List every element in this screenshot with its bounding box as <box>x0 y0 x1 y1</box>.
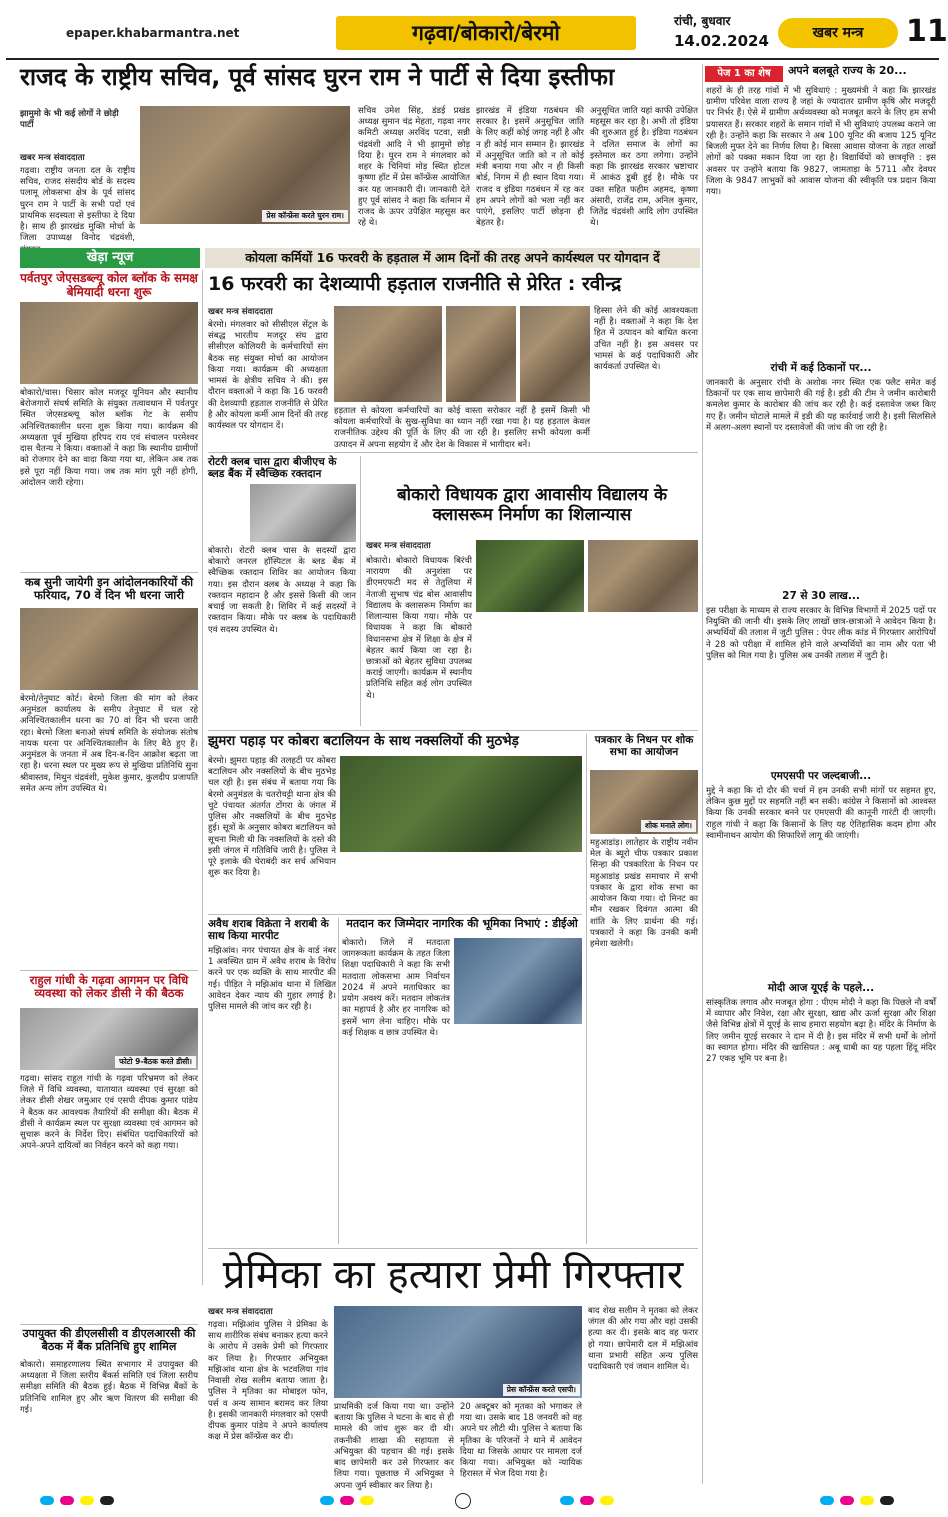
cyan-mark <box>820 1496 834 1505</box>
page-number: 11 <box>906 14 948 49</box>
story1-col3: झारखंड में इंडिया गठबंधन की सरकार है। इसमें अनुसूचित जाति के लिए कहीं कोई जगह नहीं है और न ही कोई मान सम्मान है। झारखंड में अनुसूचित जाति को न तो कोई मंत्री बनाया गया और न ही किसी बोर्ड, निगम में ही स्थान दिया गया। राजद व इंडिया गठबंधन में रह कर हम अपने लोगों को भला नहीं कर पाएंगे, इसलिए पार्टी छोड़ना ही बेहतर है। <box>476 106 584 229</box>
mid-rule-v2 <box>586 734 587 1244</box>
continued-sub2: 27 से 30 लाख... <box>782 590 860 602</box>
continued-headline: अपने बलबूते राज्य के 20... <box>788 64 907 77</box>
story4-byline: खबर मन्त्र संवाददाता <box>208 307 273 317</box>
continued-para3: इस परीक्षा के माध्यम से राज्य सरकार के विभिन्न विभागों में 2025 पदों पर नियुक्ति की जानी थी। इसके लिए लाखों छात्र-छात्राओं ने आवेदन किया है। अभ्यर्थियों की तलाश में जुटी पुलिस : पेपर लीक कांड में गिरफ्तार आरोपियों ने 28 को परीक्षा में शामिल होने वाले अभ्यर्थियों का नाम और पता भी पुलिस को मिल गया है। पुलिस अब उनकी तलाश में जुटी है। <box>706 606 936 661</box>
cyan-mark <box>560 1496 574 1505</box>
khabar-news-tag: खेड़ा न्यूज <box>20 248 200 268</box>
story1-photo <box>140 106 350 224</box>
right-column-divider <box>702 64 703 1484</box>
mid-rule-2 <box>208 730 698 731</box>
story6-text-cont <box>476 616 698 726</box>
story13-col1: गढ़वा। मझिआंव पुलिस ने प्रेमिका के साथ शारीरिक संबंध बनाकर हत्या करने के आरोप में उसके प्रेमी को गिरफ्तार कर लिया है। गिरफ्तार अभियुक्त मझिआंव थाना क्षेत्र के भटवलिया गांव निवासी शेख सलीम बताया जाता है। पुलिस ने मृतिका का मोबाइल फोन, पर्स व अन्य सामान बरामद कर लिया है। इसकी जानकारी मंगलवार को एसपी दीपक कुमार पांडेय ने अपने कार्यालय कक्ष में प्रेस कॉन्फ्रेंस कर दी। <box>208 1320 328 1443</box>
story10-text: बोकारो। जिले में मतदाता जागरूकता कार्यक्रम के तहत जिला शिक्षा पदाधिकारी ने कहा कि सभी मतदाता लोकसभा आम निर्वाचन 2024 में अपने मताधिकार का प्रयोग अवश्य करें। मतदान लोकतंत्र का महापर्व है और हर नागरिक को इसमें भाग लेना चाहिए। मौके पर कई शिक्षक व छात्र उपस्थित थे। <box>342 938 450 1038</box>
yellow-mark <box>80 1496 94 1505</box>
story8-headline: पत्रकार के निधन पर शोक सभा का आयोजन <box>594 734 694 759</box>
story3-text: बेरमो/तेनुघाट कोर्ट। बेरमो जिला की मांग को लेकर अनुमंडल कार्यालय के समीप तेनुघाट में चल रहे अनिश्चितकालीन धरना का 70 वां दिन भी धरना जारी रहा। बेरमो जिला बनाओ संघर्ष समिति के संयोजक संतोष नायक धरना पर अनिश्चितकालीन के लिए बैठे हुए हैं। अनुमंडल के जनता में अब दिन-ब-दिन आक्रोश बढ़ता जा रहा है। धरना स्थल पर मुख्य रूप से मुखिया प्रतिनिधि सुना श्रीवास्तव, मिथुन चंद्रवंशी, मुकेश कुमार, कुलदीप प्रजापति समेत अन्य लोग उपस्थित थे। <box>20 694 198 794</box>
story7-photo <box>340 756 582 852</box>
story9-headline: अवैध शराब विक्रेता ने शराबी के साथ किया मारपीट <box>208 918 329 943</box>
story13-photo-caption: प्रेस कॉन्फ्रेंस करते एसपी। <box>503 1384 580 1396</box>
print-registration-marks <box>0 1492 945 1510</box>
cyan-mark <box>40 1496 54 1505</box>
yellow-mark <box>860 1496 874 1505</box>
black-mark <box>880 1496 894 1505</box>
story5-text-side <box>208 484 248 544</box>
story8-photo-caption: शोक मनाते लोग। <box>641 820 696 832</box>
epaper-url[interactable]: epaper.khabarmantra.net <box>66 26 240 40</box>
story11-photo <box>20 1008 198 1070</box>
registration-crosshair-icon <box>455 1493 471 1509</box>
story1-photo-caption: प्रेस कॉन्फ्रेंस करते घुरन राम। <box>262 210 348 222</box>
story4-byline-box <box>208 306 328 320</box>
mid-rule-v1 <box>360 456 361 726</box>
story2-headline: पर्वतपुर जेएसडब्ल्यू कोल ब्लॉक के समक्ष बेमियादी धरना शुरू <box>20 271 198 299</box>
story6-headline: बोकारो विधायक द्वारा आवासीय विद्यालय के क्लासरूम निर्माण का शिलान्यास <box>396 485 668 525</box>
story13-byline: खबर मन्त्र संवाददाता <box>208 1307 273 1317</box>
story4-photo-1 <box>334 306 442 402</box>
story7-text-cont <box>340 856 582 912</box>
continued-para5: सांस्कृतिक लगाव और मजबूत होगा : पीएम मोदी ने कहा कि पिछले नौ वर्षों में व्यापार और निवेश, रक्षा और सुरक्षा, खाद्य और ऊर्जा सुरक्षा और शिक्षा जैसे विभिन्न क्षेत्रों में यूएई के साथ हमारा सहयोग बढ़ा है। मंदिर के निर्माण के लिए जमीन यूएई सरकार ने दान में दी है। इस मंदिर में सभी धर्मों के लोगों का स्वागत होगा। मंदिर की खासियत : अबू धाबी का यह पहला हिंदू मंदिर 27 एकड़ भूमि पर बना है। <box>706 998 936 1065</box>
story4-col2: हड़ताल से कोयला कर्मचारियों का कोई वास्ता सरोकार नहीं है इसमें किसी भी कोयला कर्मचारियों के सुख-सुविधा का ध्यान नहीं रखा गया है। यह हड़ताल केवल राजनीतिक उद्देश्य की पूर्ति के लिए की जा रही है। इसलिए सभी कोयला कर्मी उत्पादन में अपना सहयोग दें और देश के विकास में भागीदार बनें। <box>334 406 590 450</box>
story5-text: बोकारो। रोटरी क्लब चास के सदस्यों द्वारा बोकारो जनरल हॉस्पिटल के ब्लड बैंक में स्वैच्छिक रक्तदान शिविर का आयोजन किया गया। इस दौरान क्लब के अध्यक्ष ने कहा कि रक्तदान महादान है और इससे किसी की जान बचाई जा सकती है। शिविर में कई सदस्यों ने रक्तदान किया। मौके पर क्लब के पदाधिकारी एवं सदस्य उपस्थित थे। <box>208 546 356 635</box>
story8-photo <box>590 770 698 834</box>
story4-col1: बेरमो। मंगलवार को सीसीएल सेंट्रल के संबद्ध भारतीय मजदूर संघ द्वारा सीसीएल कोलियरी के कर्मचारियों संग बैठक सह संयुक्त मोर्चा का आयोजन किया गया। कार्यक्रम की अध्यक्षता भामसं के क्षेत्रीय सचिव ने की। इस दौरान वक्ताओं ने कहा कि 16 फरवरी की देशव्यापी हड़ताल राजनीति से प्रेरित है और कोयला कर्मी आम दिनों की तरह कार्यस्थल पर योगदान दें। <box>208 320 329 431</box>
story6-byline-box <box>366 540 476 554</box>
story1-col2: सचिव उमेश सिंह, डंडई प्रखंड अध्यक्ष सुमान चंद्र मेहता, गढ़वा नगर कमिटी अध्यक्ष अरविंद पटवा, सन्नी चंद्रवंशी आदि ने भी झामुमो छोड़ दिया है। घुरन राम ने मंगलवार को शहर के चिनियां मोड़ स्थित होटल कृष्णा हॉट में प्रेस कॉन्फ्रेंस आयोजित कर यह जानकारी दी। जानकारी देते हुए पूर्व सांसद ने कहा कि वर्तमान में राजद के ऊपर उपेक्षित महसूस कर रहे थे। <box>358 106 470 229</box>
city-day: रांची, बुधवार <box>674 14 731 28</box>
story5-headline: रोटरी क्लब चास द्वारा बीजीएच के ब्लड बैंक में स्वैच्छिक रक्तदान <box>208 456 337 481</box>
story12-headline: उपायुक्त की डीएलसीसी व डीएलआरसी की बैठक में बैंक प्रतिनिधि हुए शामिल <box>22 1327 196 1353</box>
story10-text-cont <box>454 1028 582 1244</box>
story7-headline: झुमरा पहाड़ पर कोबरा बटालियन के साथ नक्सलियों की मुठभेड़ <box>208 733 519 749</box>
story1-col1: गढ़वा। राष्ट्रीय जनता दल के राष्ट्रीय सचिव, राजद संसदीय बोर्ड के सदस्य पलामू लोकसभा क्षेत्र के पूर्व सांसद घुरन राम ने पार्टी के सभी पदों एवं प्राथमिक सदस्यता से इस्तीफा दे दिया है। साथ ही झारखंड मुक्ति मोर्चा के जिला उपाध्यक्ष विनोद चंद्रवंशी, <box>20 166 135 244</box>
story5-photo <box>250 484 356 542</box>
magenta-mark <box>580 1496 594 1505</box>
story8-text: महुआडांड़। लातेहार के राष्ट्रीय नवीन मेल के ब्यूरो चीफ पत्रकार प्रकाश सिन्हा की पत्रकारिता के निधन पर महुआडांड़ प्रखंड समाचार में सभी पत्रकार के द्वारा शोक सभा का आयोजन किया गया। दो मिनट का मौन रखकर दिवंगत आत्मा की शांति के लिए प्रार्थना की गई। पत्रकारों ने कहा कि उनकी कमी हमेशा खलेगी। <box>590 838 698 949</box>
story11-text: गढ़वा। सांसद राहुल गांधी के गढ़वा परिभ्रमण को लेकर जिले में विधि व्यवस्था, यातायात व्यवस्था एवं सुरक्षा को लेकर डीसी शेखर जमुआर एवं एसपी दीपक कुमार पांडेय ने बैठक कर आवश्यक तैयारियों की समीक्षा की। बैठक में डीसी ने कार्यक्रम स्थल पर सुरक्षा व्यवस्था एवं आगमन को सुचारू करने के निर्देश दिए। संबंधित पदाधिकारियों को अपने-अपने दायित्वों का निर्वहन करने को कहा गया। <box>20 1074 198 1152</box>
story6-photo-2 <box>588 540 698 612</box>
mid-rule-4 <box>208 1248 698 1249</box>
story13-headline: प्रेमिका का हत्यारा प्रेमी गिरफ्तार <box>222 1252 684 1298</box>
left-rule-2 <box>20 970 198 971</box>
continued-sub3: एमएसपी पर जल्दबाजी... <box>770 770 872 782</box>
story12-text: बोकारो। समाहरणालय स्थित सभागार में उपायुक्त की अध्यक्षता में जिला स्तरीय बैंकर्स समिति एवं जिला स्तरीय समीक्षा समिति की बैठक हुई। बैठक में विभिन्न बैंकों के प्रतिनिधि शामिल हुए और ऋण वितरण की समीक्षा की गई। <box>20 1360 198 1415</box>
continued-para2: जानकारी के अनुसार रांची के अशोक नगर स्थित एक फ्लैट समेत कई ठिकानों पर एक साथ छापेमारी की गई है। इडी की टीम ने जमीन कारोबारी कमलेश कुमार के कारोबार की जांच कर रही है। कई दस्तावेज जब्त किए गए हैं। जमीन घोटाले मामले में इडी की यह कार्रवाई जारी है। इसी सिलसिले में अलग-अलग स्थानों पर दस्तावेजों की जांच की जा रही है। <box>706 378 936 433</box>
section-title: गढ़वा/बोकारो/बेरमो <box>336 16 636 50</box>
story4-photo-3 <box>520 306 590 402</box>
story1-headline: राजद के राष्ट्रीय सचिव, पूर्व सांसद घुरन राम ने पार्टी से दिया इस्तीफा <box>20 63 615 91</box>
continued-para1: शहरों के ही तरह गांवों में भी सुविधाएं : मुख्यमंत्री ने कहा कि झारखंड ग्रामीण परिवेश वाला राज्य है जहां के ज्यादातर ग्रामीण कृषि और मजदूरी पर निर्भर हैं। ऐसे में ग्रामीण अर्थव्यवस्था को मजबूत करने के लिए हम सभी प्रयासरत हैं। सरकार शहरों के समान गांवों में भी सुविधाएं उपलब्ध कराने जा रही है। उन्होंने कहा कि सरकार ने अब 100 यूनिट की बजाय 125 यूनिट बिजली मुफ्त देने का निर्णय लिया है। बिरसा आवास योजना के तहत लाखों लोगों को पक्का मकान दिया जा रहा है। विद्यार्थियों को छात्रवृत्ति : इस अवसर पर उन्होंने बताया कि 9827, जामताड़ा के 5711 और देवघर जिला के 9847 लाभुकों को आवास योजना की स्वीकृति पत्र प्रदान किया गया। <box>706 86 936 197</box>
masthead <box>6 6 948 60</box>
story13-col3: 20 अक्टूबर को मृतका को भगाकर ले गया था। उसके बाद 18 जनवरी को वह अपने घर लौटी थी। पुलिस ने बताया कि मृतिका के परिजनों ने थाने में आवेदन दिया था जिसके आधार पर मामला दर्ज किया गया। अभियुक्त को न्यायिक हिरासत में भेज दिया गया है। <box>460 1402 582 1480</box>
magenta-mark <box>840 1496 854 1505</box>
story4-photo-2 <box>446 306 516 402</box>
mid-rule-1 <box>208 452 698 453</box>
story3-photo <box>20 608 198 690</box>
story6-text: बोकारो। बोकारो विधायक बिरंची नारायण की अनुशंसा पर डीएमएफटी मद से तेतुलिया में नेताजी सुभाष चंद्र बोस आवासीय विद्यालय के क्लासरूम निर्माण का शिलान्यास किया गया। मौके पर विधायक ने कहा कि बोकारो विधानसभा क्षेत्र में शिक्षा के क्षेत्र में बेहतर कार्य किया जा रहा है। छात्राओं को बेहतर सुविधा उपलब्ध कराई जाएगी। कार्यक्रम में स्थानीय प्रतिनिधि सहित कई लोग उपस्थित थे। <box>366 556 472 701</box>
story13-col4: बाद शेख सलीम ने मृतका को लेकर जंगल की ओर गया और वहां उसकी हत्या कर दी। इसके बाद वह फरार हो गया। छापेमारी दल में मझिआंव थाना प्रभारी सहित अन्य पुलिस पदाधिकारी एवं जवान शामिल थे। <box>588 1306 698 1373</box>
mid-rule-3 <box>208 914 582 915</box>
story2-text: बोकारो/चास। चिसार कोल मजदूर यूनियन और स्थानीय बेरोजगारों संघर्ष समिति के संयुक्त तत्वावधान में पर्वतपुर स्थित जेएसडब्ल्यू कोल ब्लॉक गेट के समीप अनिश्चितकालीन धरना शुरू किया गया। कार्यक्रम की अध्यक्षता पूर्व मुखिया हरिपद राय एवं संचालन परमेश्वर दास चैतन्य ने किया। वक्ताओं ने कहा कि स्थानीय ग्रामीणों को रोजगार देने का वादा किया गया था, लेकिन अब तक इसे पूरा नहीं किया गया। जब तक मांग पूरी नहीं होगी, आंदोलन जारी रहेगा। <box>20 388 198 488</box>
story11-headline: राहुल गांधी के गढ़वा आगमन पर विधि व्यवस्था को लेकर डीसी ने की बैठक <box>29 973 189 1001</box>
story1-byline: खबर मन्त्र संवाददाता <box>20 153 85 163</box>
continued-para4: मुद्दे ने कहा कि दो दौर की चर्चा में हम उनकी सभी मांगों पर सहमत हुए, लेकिन कुछ मुद्दों पर सहमति नहीं बन सकी। कांग्रेस ने किसानों को आश्वस्त किया कि उनकी सरकार बनने पर एमएसपी की कानूनी गारंटी दी जाएगी। राहुल गांधी ने कहा कि किसानों के लिए यह ऐतिहासिक कदम होगा और स्वामीनाथन आयोग की सिफारिशें लागू की जाएंगी। <box>706 786 936 841</box>
story4-col3: हिस्सा लेने की कोई आवश्यकता नहीं है। वक्ताओं ने कहा कि देश हित में उत्पादन को बाधित करना उचित नहीं है। इस अवसर पर भामसं के कई पदाधिकारी और कार्यकर्ता उपस्थित थे। <box>594 306 698 373</box>
left-column-divider <box>202 270 203 1285</box>
continued-sub4: मोदी आज यूएई के पहले... <box>767 982 875 994</box>
continued-sub1: रांची में कई ठिकानों पर... <box>770 362 872 374</box>
story1-bullet: झामुमो के भी कई लोगों ने छोड़ी पार्टी <box>20 109 119 130</box>
magenta-mark <box>60 1496 74 1505</box>
story2-photo <box>20 302 198 384</box>
story6-photo-1 <box>476 540 584 612</box>
story1-bullet-box <box>20 108 125 132</box>
magenta-mark <box>340 1496 354 1505</box>
story9-text: मझिआंव। नगर पंचायत क्षेत्र के वार्ड नंबर 1 अवस्थित ग्राम में अवैध शराब के विरोध करने पर एक व्यक्ति के साथ मारपीट की गई। पीड़ित ने मझिआंव थाना में लिखित आवेदन देकर न्याय की गुहार लगाई है। पुलिस मामले की जांच कर रही है। <box>208 946 336 1013</box>
story1-col4: अनुसूचित जाति यहां काफी उपेक्षित महसूस कर रहा है। अभी तो इंडिया की शुरुआत हुई है। इंडिया गठबंधन ने दलित समाज के लोगों का इस्तेमाल कर ठगा लगेगा। उन्होंने कहा कि झारखंड सरकार भ्रष्टाचार में आकंठ डूबी हुई है। मौके पर उक्त सहित फहीम अहमद, कृष्णा अंसारी, राजेंद्र राम, अनिल कुमार, जितेंद्र चंद्रवंशी आदि लोग उपस्थित थे। <box>590 106 698 229</box>
black-mark <box>100 1496 114 1505</box>
yellow-mark <box>600 1496 614 1505</box>
story10-headline: मतदान कर जिम्मेदार नागरिक की भूमिका निभाएं : डीईओ <box>346 917 578 930</box>
story1-byline-box <box>20 152 135 166</box>
story13-col2: प्राथमिकी दर्ज किया गया था। उन्होंने बताया कि पुलिस ने घटना के बाद से ही मामले की जांच शुरू कर दी थी। तकनीकी शाखा की सहायता से अभियुक्त की पहचान की गई। इसके बाद छापेमारी कर उसे गिरफ्तार कर लिया गया। पूछताछ में अभियुक्त ने अपना जुर्म स्वीकार कर लिया है। <box>334 1402 454 1491</box>
story13-byline-box <box>208 1306 328 1320</box>
cyan-mark <box>320 1496 334 1505</box>
story10-photo <box>454 938 582 1024</box>
yellow-mark <box>360 1496 374 1505</box>
story3-headline: कब सुनी जायेगी इन आंदोलनकारियों की फरियाद, 70 वें दिन भी धरना जारी <box>24 575 194 603</box>
mid-rule-v3 <box>338 918 339 1244</box>
coal-workers-band: कोयला कर्मियों 16 फरवरी के हड़ताल में आम दिनों की तरह अपने कार्यस्थल पर योगदान दें <box>205 248 700 268</box>
issue-date: 14.02.2024 <box>674 32 769 50</box>
left-rule-3 <box>20 1324 198 1325</box>
story11-photo-caption: फोटो 9-बैठक करते डीसी। <box>115 1056 196 1068</box>
story4-headline: 16 फरवरी का देशव्यापी हड़ताल राजनीति से प्रेरित : रवीन्द्र <box>208 273 622 295</box>
story13-photo <box>334 1306 582 1398</box>
story6-byline: खबर मन्त्र संवाददाता <box>366 541 431 551</box>
left-rule-1 <box>20 572 198 573</box>
brand-logo: खबर मन्त्र <box>778 18 898 48</box>
continued-tag: पेज 1 का शेष <box>705 66 783 82</box>
story7-text: बेरमो। झुमरा पहाड़ की तलहटी पर कोबरा बटालियन और नक्सलियों के बीच मुठभेड़ चल रही है। इस संबंध में बताया गया कि बेरमो अनुमंडल के चतरोचट्टी थाना क्षेत्र की चुटे पंचायत अंतर्गत टोंगरा के जंगल में पुलिस और नक्सलियों के बीच मुठभेड़ हुई। सूत्रों के अनुसार कोबरा बटालियन को सूचना मिली थी कि नक्सलियों के दस्ते की इसी जंगल में गतिविधि जारी है। पुलिस ने पूरे इलाके की घेराबंदी कर सर्च अभियान शुरू कर दिया है। <box>208 756 336 879</box>
